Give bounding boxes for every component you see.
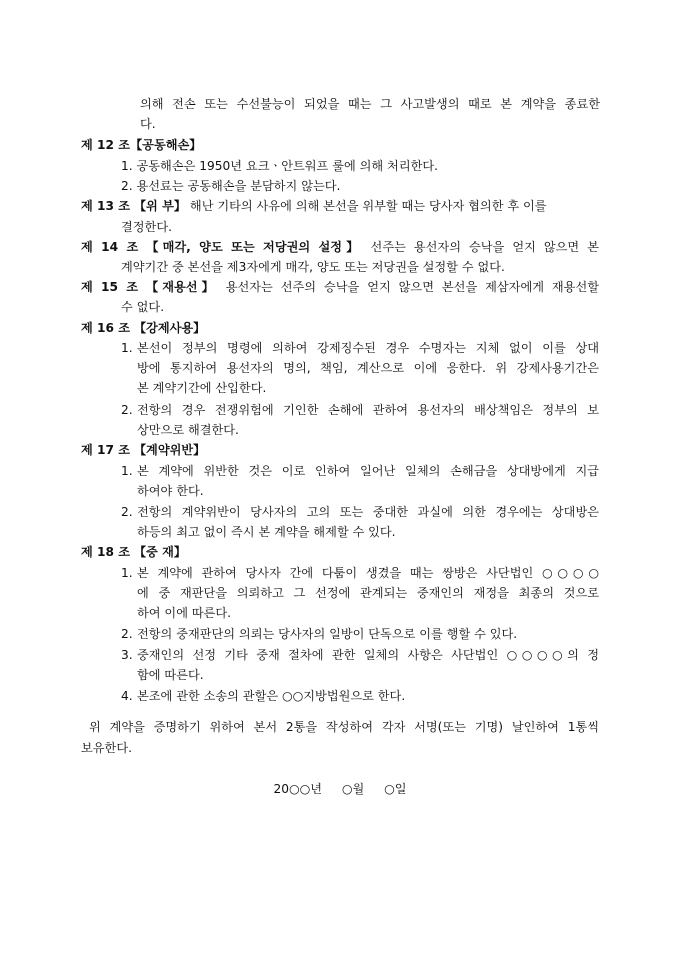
- article-title: 【재용선】: [146, 280, 218, 294]
- item-text: 하여 이에 따른다.: [137, 606, 232, 620]
- article-number: 제 18 조: [81, 545, 130, 559]
- article-number: 제 13 조: [81, 199, 130, 213]
- paragraph-line: 의해 전손 또는 수선불능이 되었을 때는 그 사고발생의 때로 본 계약을 종료한: [140, 97, 600, 111]
- article-number: 제 14 조: [81, 240, 139, 254]
- item-number: 1.: [121, 341, 133, 355]
- paragraph-line: 결정한다.: [121, 220, 172, 234]
- article-title: 【강제사용】: [133, 321, 206, 335]
- item-text: 공동해손은 1950년 요크ㆍ안트워프 룰에 의해 처리한다.: [136, 159, 439, 173]
- item-text: 본선이 정부의 명령에 의하여 강제징수된 경우 수명자는 지체 없이 이를 상대: [137, 341, 599, 355]
- article-text: 선주는 용선자의 승낙을 얻지 않으면 본: [370, 240, 599, 254]
- item-text: 본 계약에 위반한 것은 이로 인하여 일어난 일체의 손해금을 상대방에게 지급: [137, 464, 599, 478]
- item-number: 2.: [121, 179, 133, 193]
- item-number: 2.: [121, 627, 133, 641]
- item-text: 본조에 관한 소송의 관할은 ○○지방법원으로 한다.: [137, 689, 406, 703]
- closing-paragraph: 보유한다.: [81, 741, 132, 755]
- article-title: 【매각, 양도 또는 저당권의 설정】: [146, 240, 363, 254]
- article-16-heading: [81, 319, 205, 337]
- item-number: 2.: [121, 403, 133, 417]
- article-number: 제 17 조: [81, 443, 130, 457]
- item-text: 에 중 재판단을 의뢰하고 그 선정에 관계되는 중재인의 재정을 최종의 것으로: [137, 586, 599, 600]
- article-13-heading: [81, 197, 547, 215]
- article-title: 【위 부】: [133, 199, 187, 213]
- item-text: 전항의 경우 전쟁위험에 기인한 손해에 관하여 용선자의 배상책임은 정부의 보: [137, 403, 599, 417]
- item-text: 하여야 한다.: [137, 484, 204, 498]
- item-number: 1.: [121, 159, 133, 173]
- item-text: 중재인의 선정 기타 중재 절차에 관한 일체의 사항은 사단법인 ○○○○의 정: [137, 648, 599, 662]
- article-title: 【계약위반】: [133, 443, 206, 457]
- closing-paragraph: 위 계약을 증명하기 위하여 본서 2통을 작성하여 각자 서명(또는 기명) 날인하여 1통씩: [89, 720, 599, 734]
- item-text: 본 계약기간에 산입한다.: [137, 381, 267, 395]
- paragraph-line: 다.: [140, 117, 156, 131]
- item-text: 용선료는 공동해손을 분담하지 않는다.: [136, 179, 341, 193]
- item-text: 하등의 최고 없이 즉시 본 계약을 해제할 수 있다.: [137, 525, 396, 539]
- paragraph-line: 수 없다.: [121, 300, 165, 314]
- article-number: 제 15 조: [81, 280, 139, 294]
- paragraph-line: 계약기간 중 본선을 제3자에게 매각, 양도 또는 저당권을 설정할 수 없다.: [121, 260, 505, 274]
- article-14-heading: [81, 238, 599, 256]
- item-text: 상만으로 해결한다.: [137, 423, 239, 437]
- item-text: 방에 통지하여 용선자의 명의, 책임, 계산으로 이에 응한다. 위 강제사용기간은: [137, 361, 599, 375]
- article-17-heading: [81, 441, 205, 459]
- list-item: [121, 177, 340, 195]
- article-18-heading: [81, 543, 186, 561]
- contract-date: 20○○년 ○월 ○일: [273, 782, 407, 796]
- article-12-heading: [81, 136, 201, 154]
- item-text: 전항의 계약위반이 당사자의 고의 또는 중대한 과실에 의한 경우에는 상대방은: [137, 505, 599, 519]
- article-title: 【공동해손】: [130, 138, 202, 152]
- item-number: 2.: [121, 505, 133, 519]
- item-text: 본 계약에 관하여 당사자 간에 다툼이 생겼을 때는 쌍방은 사단법인 ○○○○: [137, 566, 599, 580]
- article-title: 【중 재】: [133, 545, 187, 559]
- article-15-heading: [81, 278, 599, 296]
- item-number: 1.: [121, 566, 133, 580]
- article-text: 용선자는 선주의 승낙을 얻지 않으면 본선을 제삼자에게 재용선할: [225, 280, 599, 294]
- item-number: 3.: [121, 648, 133, 662]
- item-text: 함에 따른다.: [137, 668, 204, 682]
- article-number: 제 12 조: [81, 138, 130, 152]
- article-number: 제 16 조: [81, 321, 130, 335]
- item-number: 1.: [121, 464, 133, 478]
- item-text: 전항의 중재판단의 의뢰는 당사자의 일방이 단독으로 이를 행할 수 있다.: [137, 627, 518, 641]
- article-text: 해난 기타의 사유에 의해 본선을 위부할 때는 당사자 협의한 후 이를: [189, 199, 547, 213]
- item-number: 4.: [121, 689, 133, 703]
- list-item: [121, 157, 438, 175]
